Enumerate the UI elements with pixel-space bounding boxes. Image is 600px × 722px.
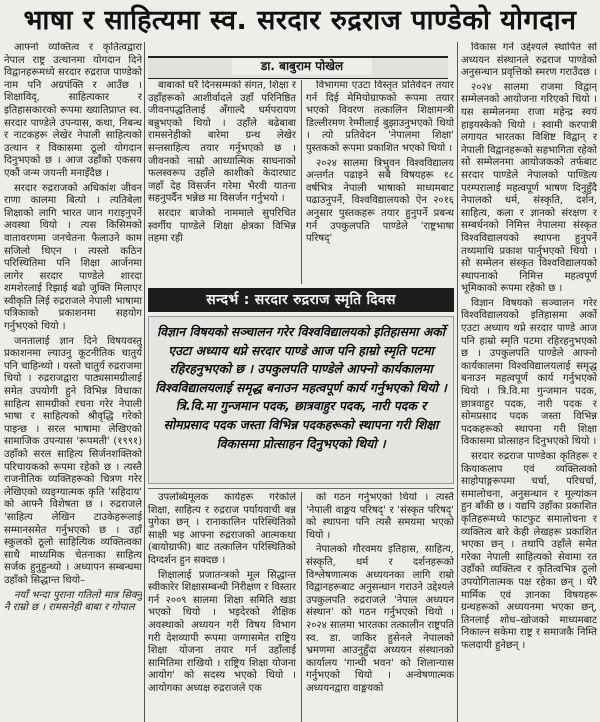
headline: भाषा र साहित्यमा स्व. सरदार रुद्रराज पाण्डेको योगदान bbox=[23, 5, 577, 36]
paragraph: सरदार रुद्रराजको अधिकांश जीवन राणा कालमा बित्यो । त्यतिबेला शिक्षाको लागि भारत जान गराइनुपर्ने अवस्था थियो । त्यस किसिमको वातावरणमा जनचेतना फैलाउने काम सजिलो थिएन । त्यस्तो कठिन परिस्थितिमा पनि शिक्षा आर्जनमा लागेर सरदार पाण्डेले शारदा शमशेरलाई रिझाई बढो जुक्ति मिलाएर स्वीकृति लिई रुद्रराजले नेपाली भाषामा पत्रिकाको प्रकाशनमा सहयोग गर्नुभएको थियो । bbox=[4, 182, 142, 333]
paragraph: नेपालको गौरवमय इतिहास, साहित्य, संस्कृति, धर्म र दर्शनहरूको विश्लेषणात्मक अध्ययनका लागि राम्रो विद्वानहरूबाट अनुसन्धान गराउने उद्देश्यले उपकुलपति रुद्रराजले 'नेपाल अध्ययन संस्थान' को गठन गर्नुभएको थियो । २०२४ सालमा भारतका तत्कालीन राष्ट्रपति स्व. डा. जाकिर हुसेनले नेपालको भ्रमणमा आउनुहुँदा अध्ययन संस्थानको कार्यालय 'गान्धी भवन' को शिलान्यास गर्नुभएको थियो । अन्वेषणात्मक अध्ययनद्वारा वाङ्मयको bbox=[306, 544, 454, 694]
paragraph: २०२४ सालमा राजमा विद्वान् सम्मेलनको आयोजना गरिएको थियो । यस सम्मेलनमा राजा महेन्द्र स्वयं हाइयस्केको थियो । स्वामी करपात्री लगायत भारतका विशिष्ट विद्वान् र नेपाली विद्वानहरूको सहभागिता रहेको सो सम्मेलनमा आयोजकको तर्फबाट सरदार पाण्डेले नेपालको पाण्डित्य परम्परालाई महत्वपूर्ण भाषण दिनुहुँदै नेपालको धर्म, संस्कृति, दर्शन, साहित्य, कला र ज्ञानको संरक्षण र सम्बर्धनको निमित्त नेपालमा संस्कृत विश्वविद्यालयको स्थापना हुनुपर्ने तथ्यमाथि प्रकाश पार्नुभएको थियो । सो सम्मेलन संस्कृत विश्वविद्यालयको स्थापनाको निमित्त महत्वपूर्ण भूमिकाको रूपमा रहेको छ । bbox=[461, 81, 597, 295]
column-divider bbox=[457, 42, 458, 722]
article-column-1 bbox=[4, 42, 142, 722]
paragraph: २०२४ सालमा त्रिभुवन विश्वविद्यालय अन्तर्गत पढाइने सबै विषयहरू १८ वर्षभित्र नेपाली भाषाको माध्यमबाट पढाउनुपर्ने, विश्वविद्यालयको ऐन २०१६ अनुसार पुस्तकहरू तयार हुनुपर्ने प्रबन्ध गर्न उपकुलपति पाण्डेले 'राष्ट्रभाषा परिषद्' bbox=[306, 157, 454, 245]
section-rule bbox=[148, 488, 454, 489]
paragraph: सरदार बाजेको नाममाले सुपरिचित स्वर्गीय पाण्डेले शिक्षा क्षेत्रका विभिन्न तहमा रही bbox=[148, 207, 296, 245]
paragraph: बाबाको घरैं दिनसम्मको संगत, शिक्षा र उहाँहरूको आशीर्वादले उहाँ परिनिष्ठित जीवनपद्धतिलाई अँगाल्दै धर्मपरायण बन्नुभएको थियो । उहाँले बढेबाबा रामसनेहीको बारेमा ग्रन्थ लेखेर सन्तसाहित्य तयार गर्नुभएको छ । जीवनको नाम्रो आध्यात्मिक साधनाको फलस्वरूप उहाँले काशीको केदारघाट जहाँ देह विसर्जन गरेमा भैरवी यातना सहनुपर्दैन भन्नेछ मा विसर्जन गर्नुभयो । bbox=[148, 80, 296, 205]
paragraph: जनतालाई ज्ञान दिने विषयवस्तु प्रकाशनमा ल्याउनु कूटनीतिक चातुर्य पनि चाहिन्थ्यो । यस्तो चातुर्य रुद्रराजमा थियो । रुद्रराजद्वारा पाठ्यसामग्रीलाई समेत उपयोगी हुने विभिन्न विधाका साहित्य सामग्रीको रचना गरेर नेपाली भाषा र साहित्यको श्रीवृद्धि गरेको पाइन्छ । सरल भाषामा लेखिएको सामाजिक उपन्यास 'रूपमती' (१९९१) उहाँको सरल साहित्य सिर्जनशक्तिको परिचायकको रूपमा रहेको छ । त्यस्तै राजनीतिक व्यक्तिहरूको चित्रण गरेर लेखिएको व्यङ्ग्यात्मक कृति 'सहिदाय' को आफ्नै विशेषता छ । रुद्रराजले 'साहित्य लेखिन टाउकेहरूलाई सम्मानसमेत गर्नुभएको छ । उहाँ स्कुलको ठूलो साहित्यिक व्यक्तित्वका साथै माध्यमिक चेतनाका साहित्य सर्जक हुनुहुन्थ्यो । अध्यापन सम्बन्धमा उहाँको सिद्धान्त थियो– bbox=[4, 335, 142, 586]
column-divider bbox=[144, 42, 145, 722]
column-divider bbox=[301, 80, 302, 284]
paragraph: विकास गर्ने उद्देश्यले स्थापित सो अध्ययन संस्थानले रुद्रराज पाण्डेको अनुसन्धान प्रवृत्तिको स्मरण गराउँदछ । bbox=[461, 42, 597, 79]
paragraph: को गठन गर्नुभएको थियो । त्यस्तै 'नेपाली वाङ्मय परिषद्' र 'संस्कृत परिषद्' को स्थापना पनि त्यसै समयमा भएको थियो । bbox=[306, 492, 454, 541]
article-column-4 bbox=[461, 42, 597, 722]
paragraph: उपलब्धिमूलक कार्यहरू गरेकोले शिक्षा, साहित्य र रुद्रराज पर्यायवाची बन्न पुगेका छन् । रानाकालिन परिस्थितिको साक्षी भइ आफ्ना रुद्रराजको आत्मकथा (बायोग्राफी) बाट तत्कालिन परिस्थितिको दिग्दर्शन हुन सक्दछ । bbox=[148, 492, 296, 566]
paragraph: सरदार रुद्रराज पाण्डेका कृतिहरू र कियाकलाप एवं व्यक्तित्वको साहोपाङ्गरूपमा चर्चा, परिचर्चा, समालोचना, अनुसन्धान र मूल्यांकन हुन बाँकी छ । यद्यपि उहाँका प्रकाशित कृतिहरूमध्ये फाटफुट समालोचना र व्यक्तित्व बारे केही लेखहरू प्रकाशित भएका छन् । तथापि उहाँले समेत गरेका नेपाली साहित्यको सेवामा रत उहाँको व्यक्तित्व र कृतित्वभित्र ठूलो उपयोगितात्मक पक्ष रहेका छन् । धेरै मार्मिक एवं ज्ञानका विषयहरू ग्रन्थहरूको अध्ययनमा भएका छन्, तिनलाई शोध–खोजको माध्यमबाट निकाल्न सकेमा राष्ट्र र समाजकै निम्ति फलदायी हुनेछन् । bbox=[461, 451, 597, 651]
article-column-3-bottom bbox=[306, 492, 454, 722]
pull-quote: विज्ञान विषयको सञ्चालन गरेर विश्वविद्यालयको इतिहासमा अर्को एउटा अध्याय थप्ने सरदार पाण्डे आज पनि हाम्रो स्मृति पटमा रहिरहनुभएको छ । उपकुलपति पाण्डेले आफ्नो कार्यकालमा विश्वविद्यालयलाई समृद्ध बनाउन महत्वपूर्ण कार्य गर्नुभएको थियो । त्रि.वि.मा गुन्जमान पदक, छात्रवाहुर पदक, नारी पदक र सोमप्रसाद पदक जस्ता विभिन्न पदकहरूको स्थापना गरी शिक्षा विकासमा प्रोत्साहन दिनुभएको थियो । bbox=[148, 316, 454, 484]
paragraph: विज्ञान विषयको सञ्चालन गरेर विश्वविद्यालयको इतिहासमा अर्को एउटा अध्याय थप्ने सरदार पाण्डे आज पनि हाम्रो स्मृति पटमा रहिरहनुभएको छ । उपकुलपति पाण्डेले आफ्नो कार्यकालमा विश्वविद्यालयलाई समृद्ध बनाउन महत्वपूर्ण कार्य गर्नुभएको थियो । त्रि.वि.मा गुन्जमान पदक, छात्रवाहुर पदक, नारी पदक र सोमप्रसाद पदक जस्ता विभिन्न पदकहरूको स्थापना गरी शिक्षा विकासमा प्रोत्साहन दिनुभएको थियो । bbox=[461, 297, 597, 448]
article-column-3-top bbox=[306, 80, 454, 284]
section-banner: सन्दर्भ : सरदार रुद्रराज स्मृति दिवस bbox=[148, 288, 454, 312]
paragraph: आफ्नो व्यक्तित्व र कृतित्वद्वारा नेपाल राष्ट्र उत्थानमा योगदान दिने विद्वानहरूमध्ये सरदार रुद्रराज पाण्डेको नाम पनि अग्रपंक्ति र आउँछ । शिक्षाविद्, साहित्यकार र इतिहासकारको रूपमा ख्यातिप्राप्त स्व. सरदार पाण्डेले उपन्यास, कथा, निबन्ध र नाटकहरू लेखेर नेपाली साहित्यको उत्थान र विकासमा ठूलो योगदान दिनुभएको छ । आज उहाँको एकसय एकौं जन्म जयन्ती मनाइँदैछ । bbox=[4, 42, 142, 179]
paragraph: शिक्षालाई प्रजातन्त्रको मूल सिद्धान्त स्वीकारेर शिक्षासम्बन्धी निरीक्षण र विस्तार गर्न २००९ सालमा शिक्षा समिति खडा भएको थियो । भइदेरको शैक्षिक अवस्थाको अध्ययन गरी विषय विभाग गरी देशव्यापी रूपमा जग्गासमेत राष्ट्रिय शिक्षा योजना तयार गर्न उहाँलाई सामितिमा राखियो । राष्ट्रिय शिक्षा योजना आयोग' को सदस्य भएको थियो । आयोगका अध्यक्ष रुद्रराजले एक bbox=[148, 569, 296, 694]
article-column-2-bottom bbox=[148, 492, 296, 722]
column-divider bbox=[301, 492, 302, 722]
article-column-2-top bbox=[148, 80, 296, 284]
paragraph: विभागमा एउटा विस्तृत प्रतिवेदन तयार गर्न दिई मेमियोग्राफको रूपमा तयार भएको विवरण तत्कालिन शिक्षामन्त्री डिल्लीरमण रेग्मीलाई बुझाउनुभएको थियो । त्यो प्रतिवेदन 'नेपालमा शिक्षा' पुस्तकको रूपमा प्रकाशित भएको थियो । bbox=[306, 80, 454, 154]
paragraph: नयाँ भन्दा पुराना गतिलो मात्र सिक्नु नै राम्रो छ । रामसनेही बाबा र गोपाल bbox=[4, 589, 142, 614]
byline: डा. बाबुराम पोखेल bbox=[232, 58, 372, 75]
